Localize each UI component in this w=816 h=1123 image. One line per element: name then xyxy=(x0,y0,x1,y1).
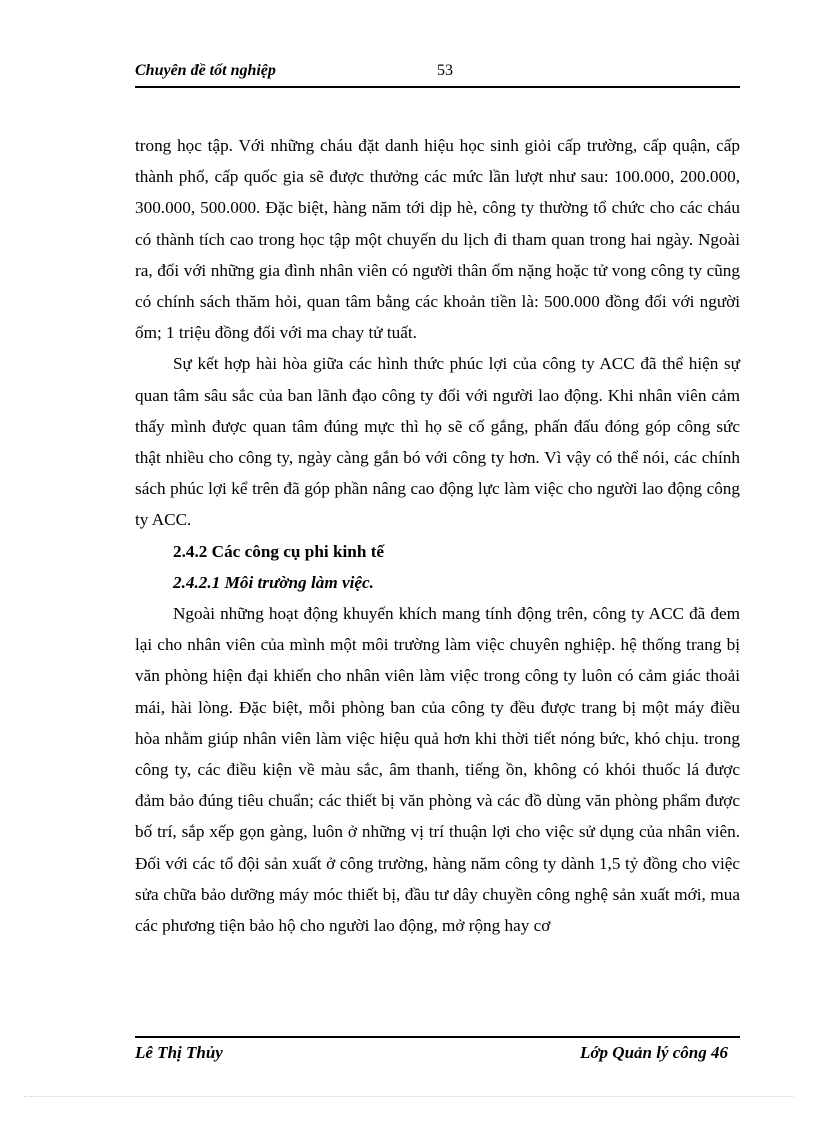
page-footer xyxy=(135,1036,740,1068)
paragraph: Sự kết hợp hài hòa giữa các hình thức phúc lợi của công ty ACC đã thể hiện sự quan tâm sâu sắc của ban lãnh đạo công ty đối với người lao động. Khi nhân viên cảm thấy mình được quan tâm đúng mực thì họ sẽ cố gắng, phấn đấu đóng góp công sức thật nhiều cho công ty, ngày càng gắn bó với công ty hơn. Vì vậy có thể nói, các chính sách phúc lợi kể trên đã góp phần nâng cao động lực làm việc cho người lao động công ty ACC. xyxy=(135,354,740,530)
author-name: Lê Thị Thủy xyxy=(135,1043,223,1062)
section-heading: 2.4.2 Các công cụ phi kinh tế xyxy=(173,541,385,561)
page-edge-divider xyxy=(24,1096,794,1097)
paragraph: Ngoài những hoạt động khuyến khích mang tính động trên, công ty ACC đã đem lại cho nhân viên của mình một môi trường làm việc chuyên nghiệp. hệ thống trang bị văn phòng hiện đại khiến cho nhân viên làm việc trong công ty luôn có cảm giác thoải mái, hài lòng. Đặc biệt, mỗi phòng ban của công ty đều được trang bị một máy điều hòa nhằm giúp nhân viên làm việc hiệu quả hơn khi thời tiết nóng bức, khó chịu. trong công ty, các điều kiện về màu sắc, âm thanh, tiếng ồn, không có khói thuốc lá được đảm bảo đúng tiêu chuẩn; các thiết bị văn phòng và các đồ dùng văn phòng phẩm được bố trí, sắp xếp gọn gàng, luôn ở những vị trí thuận lợi cho việc sử dụng của nhân viên. Đối với các tổ đội sản xuất ở công trường, hàng năm công ty dành 1,5 tỷ đồng cho việc sửa chữa bảo dưỡng máy móc thiết bị, đầu tư dây chuyền công nghệ sản xuất mới, mua các phương tiện bảo hộ cho người lao động, mở rộng hay cơ xyxy=(135,604,740,936)
paragraph: trong học tập. Với những cháu đặt danh hiệu học sinh giỏi cấp trường, cấp quận, cấp thành phố, cấp quốc gia sẽ được thưởng các mức lần lượt như sau: 100.000, 200.000, 300.000, 500.000. Đặc biệt, hàng năm tới dịp hè, công ty thường tổ chức cho các cháu có thành tích cao trong học tập một chuyến du lịch đi tham quan trong hai ngày. Ngoài ra, đối với những gia đình nhân viên có người thân ốm nặng hoặc tử vong công ty cũng có chính sách thăm hỏi, quan tâm bằng các khoản tiền là: 500.000 đồng đối với người ốm; 1 triệu đồng đối với ma chay tử tuất. xyxy=(135,136,740,343)
page-number: 53 xyxy=(437,62,453,79)
page-header xyxy=(135,60,740,88)
page-body xyxy=(135,130,740,941)
class-name: Lớp Quản lý công 46 xyxy=(580,1043,728,1062)
subsection-heading: 2.4.2.1 Môi trường làm việc. xyxy=(173,572,374,592)
document-title: Chuyên đề tốt nghiệp xyxy=(135,62,276,79)
